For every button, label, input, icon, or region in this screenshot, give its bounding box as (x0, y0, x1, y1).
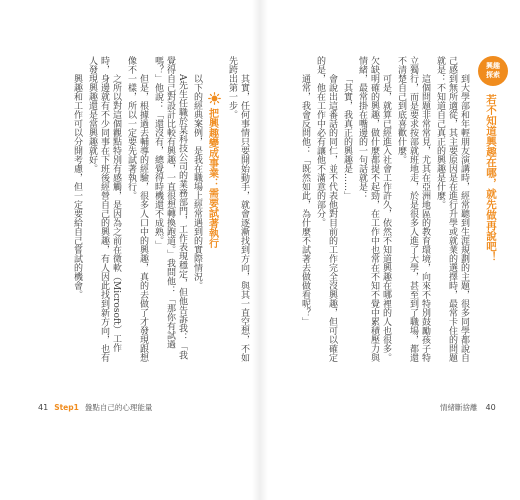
sun-icon (208, 92, 221, 105)
left-page-body (55, 56, 250, 368)
intro-paragraph: 其實，任何事情只要開始動手，就會逐漸找到方向，與其一直空想，不如先跨出第一步。 (227, 56, 249, 362)
chapter-title: 盤點自己的心理能量 (84, 403, 153, 412)
body-paragraph: 到大學部和年輕朋友演講時，經常聽到生涯規劃的主題，很多同學都說自己感到無所適從，其主要原因是在進行升學或就業的選擇時，最常卡住的問題就是：不知道自己真正的興趣是什麼。 (435, 56, 469, 362)
body-paragraph: 之所以對這個觀點特別有感觸，是因為之前在微軟（Microsoft）工作時，身邊就有不少同事在下班後經營自己的興趣，有人因此找到新方向，也有人發現興趣還是當興趣就好。 (87, 56, 121, 362)
body-paragraph: 通常，我會反問他：「既然如此，為什麼不試著去做做看呢？」 (300, 74, 310, 326)
section-heading-text: 把興趣變成事業：需要試著執行 (206, 108, 218, 248)
body-paragraph: 興趣和工作可以分開考慮，但一定要給自己嘗試的機會。 (72, 74, 82, 299)
body-paragraph: 可是，就算已經進入社會工作許久，依然不知道興趣在哪裡的人也很多。欠缺明確的興趣，做什麼都提不起勁，在工作中也常在不知不覺中累積壓力與情緒，最常掛在嘴邊的一句話就是： (357, 56, 391, 362)
page-heading: 若不知道興趣在哪，就先做再說吧！ (485, 94, 497, 262)
page-number: 41 (38, 403, 49, 412)
badge-line: 探索 (486, 71, 500, 79)
section-badge (478, 56, 508, 86)
right-page (260, 0, 520, 500)
page-number: 40 (485, 403, 496, 412)
body-paragraph: 會說出這番話的同仁，並不代表他對目前的工作完全沒興趣，但可以確定的是，他在工作中必有讓他不滿意的部分。 (315, 56, 337, 362)
section-heading (206, 56, 221, 368)
book-title: 情緒斷捨離 (440, 403, 478, 412)
right-page-footer (440, 402, 496, 413)
body-paragraph: 以下的經典案例，是我在職場上經常遇到的實際情況。 (192, 74, 202, 290)
quote-paragraph: 「其實，我真正的興趣是……」 (342, 74, 352, 200)
badge-line: 興趣 (486, 62, 500, 70)
step-label: Step1 (54, 403, 79, 412)
body-paragraph: A先生任職於某科技公司的業務部門，工作表現穩定，但他告訴我：「我覺得自己對設計比較有興趣，一直很想轉換跑道。」我問他：「那你有試過嗎？」他說：「還沒有，總覺得時機還不成熟。」 (153, 56, 187, 360)
right-page-body (270, 56, 470, 368)
left-page-footer (38, 402, 152, 413)
body-paragraph: 但是，根據過去輔導的經驗，很多人口中的興趣，真的去做了才發現跟想像不一樣，所以一定要先試著執行。 (126, 56, 148, 362)
body-paragraph: 這個問題非常常見，尤其在亞洲地區的教育環境，向來不特別鼓勵孩子特立獨行，而是要求按部就班地走，於是很多人進了大學，甚至到了職場，都還不清楚自己到底喜歡什麼。 (396, 56, 430, 362)
